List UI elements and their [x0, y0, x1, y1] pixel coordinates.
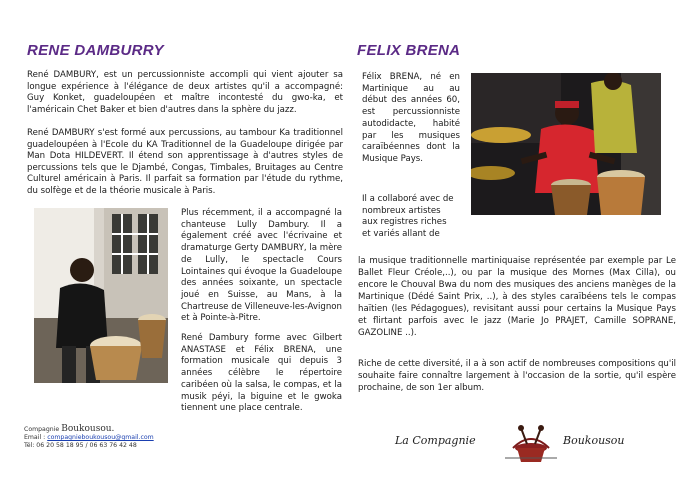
rene-paragraph-1: René DAMBURY, est un percussionniste accompli qui vient ajouter sa longue expérience à l'élégance de deux artistes qu'il a accompagné: Guy Konket, guadeloupéen et maître incontesté du gwo-ka, et l'américain Chet Baker et bien d'autres dans la sphère du jazz.: [27, 70, 343, 115]
footer-company-brand: Boukousou.: [61, 424, 115, 434]
rene-title: RENE DAMBURRY: [27, 42, 164, 59]
felix-paragraph-2-continued: la musique traditionnelle martiniquaise représentée par exemple par Le Ballet Fleur Créole,..), ou par la musique des Mornes (Max Cilla), ou encore le Chouval Bwa du nom des musiques des anciens manèges de la Martinique (Dédé Saint Prix, ..), à des styles caraïbéens tels le compas haïtien (les Pédagogues), revisitant aussi pour certains la Musique Pays et flirtant parfois avec le jazz (Marie Jo PRAJET, Camille SOPRANE, GAZOLINE ..).: [358, 256, 676, 338]
footer-phone: Tél: 06 20 58 18 95 / 06 63 76 42 48: [24, 442, 137, 449]
company-logo: [395, 418, 645, 468]
logo-text-right: Boukousou: [563, 434, 625, 447]
felix-paragraph-2-start: Il a collaboré avec de nombreux artistes aux registres riches et variés allant de: [362, 194, 454, 240]
felix-photo: [471, 73, 661, 215]
footer-contact: [24, 425, 224, 450]
rene-photo-image: [34, 208, 168, 383]
felix-title: FELIX BRENA: [357, 42, 461, 59]
felix-paragraph-3: Riche de cette diversité, il a à son actif de nombreuses compositions qu'il souhaite faire connaître largement à l'occasion de la sortie, qu'il espère prochaine, de son 1er album.: [358, 359, 676, 393]
rene-paragraph-4: René Dambury forme avec Gilbert ANASTASE et Félix BRENA, une formation musicale qui depuis 3 années célèbre le répertoire caribéen où la salsa, le compas, et la musik péyi, la biguine et le gwoka tiennent une place centrale.: [181, 333, 342, 414]
footer-email-label: Email :: [24, 434, 48, 441]
footer-company-prefix: Compagnie: [24, 426, 62, 433]
rene-paragraph-2: René DAMBURY s'est formé aux percussions, au tambour Ka traditionnel guadeloupéen à l'Ecole du KA Traditionnel de la Guadeloupe dirigée par Man Dota HILDEVERT. Il étend son apprentissage à d'autres styles de percussions tels que le Djambé, Congas, Timbales, Bruitages au Centre Culturel américain à Paris. Il parfait sa formation par l'étude du rythme, du solfège et de la théorie musicale à Paris.: [27, 128, 343, 196]
logo-text-left: La Compagnie: [395, 434, 476, 447]
drum-emblem-icon: [503, 418, 559, 466]
rene-paragraph-3: Plus récemment, il a accompagné la chanteuse Lully Dambury. Il a également créé avec l'écrivaine et dramaturge Gerty DAMBURY, la mère de Lully, le spectacle Cours Lointaines qui évoque la Guadeloupe des années soixante, un spectacle joué en Suisse, au Mans, à la Chartreuse de Villeneuve-les-Avignon et à Pointe-à-Pitre.: [181, 208, 342, 324]
felix-paragraph-1: Félix BRENA, né en Martinique au au début des années 60, est percussionniste autodidacte, habité par les musiques caraïbéennes dont la Musique Pays.: [362, 72, 460, 164]
felix-photo-image: [471, 73, 661, 215]
footer-email-link[interactable]: compagnieboukousou@gmail.com: [47, 434, 154, 441]
footer-email-line: [24, 434, 224, 442]
rene-photo: [34, 208, 168, 383]
footer-company: [24, 425, 224, 434]
